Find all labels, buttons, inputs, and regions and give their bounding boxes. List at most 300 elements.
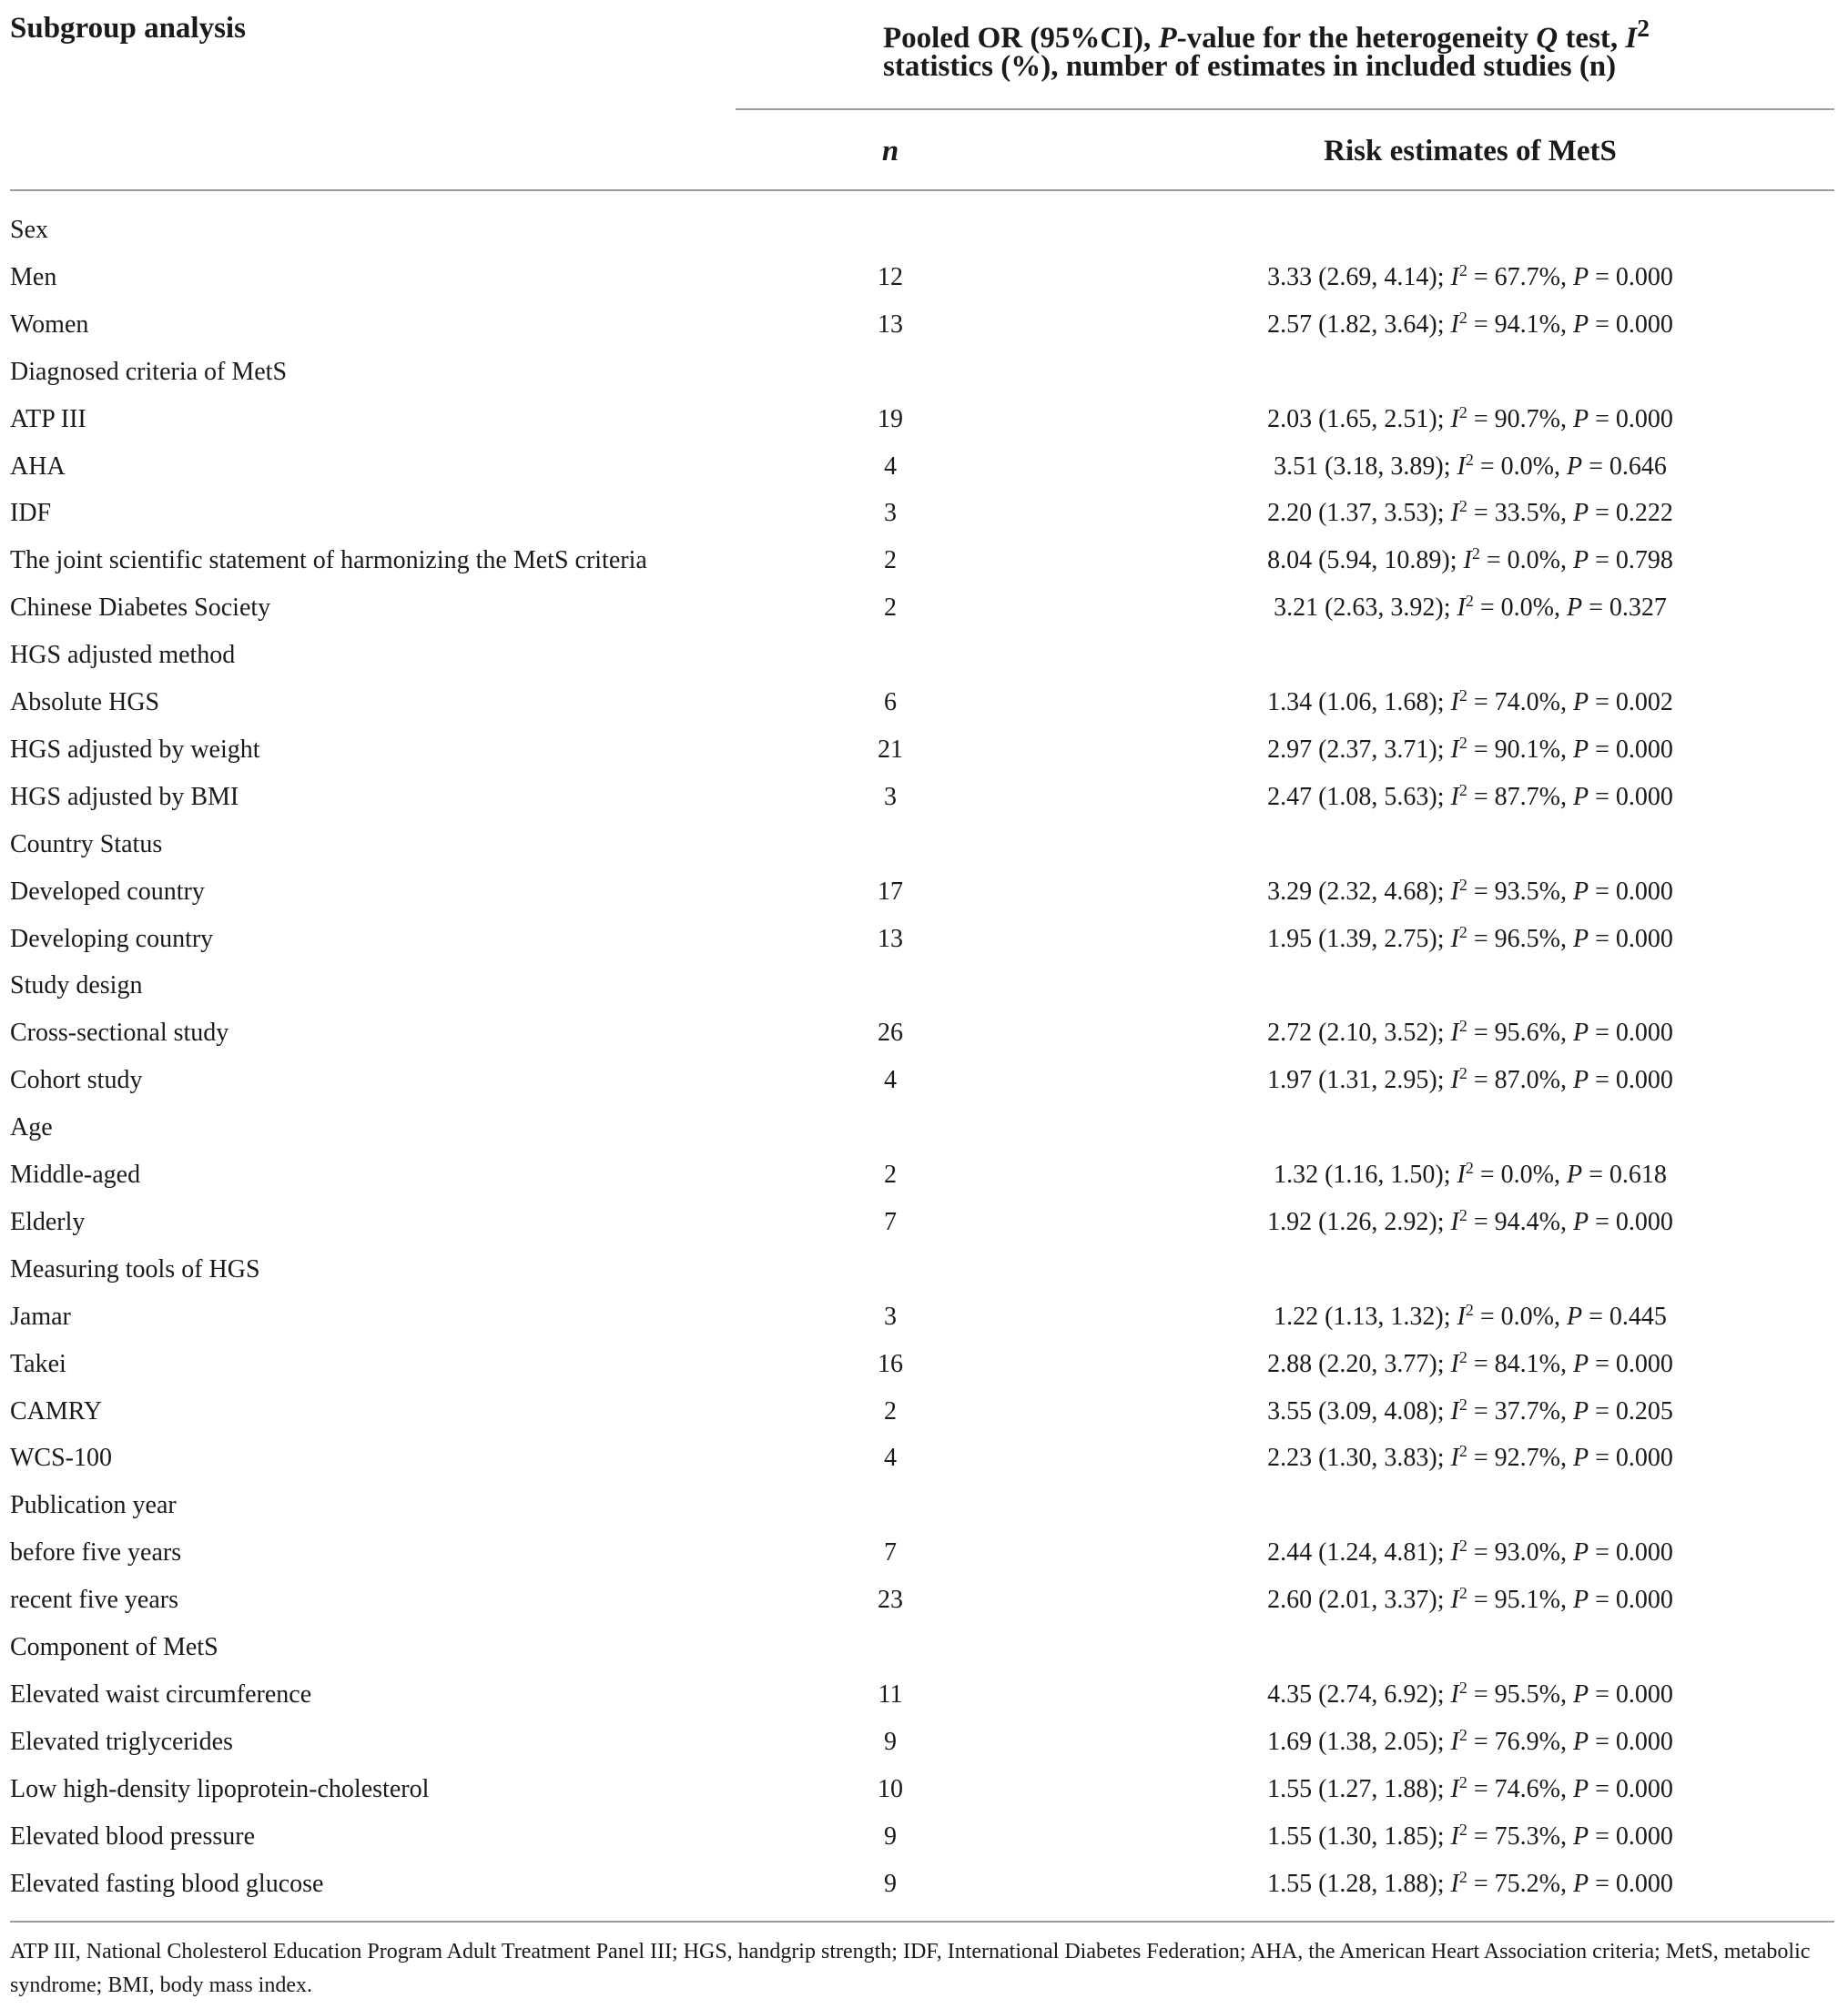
estimate-p-letter: P — [1572, 309, 1589, 339]
estimate-p: 0.000 — [1615, 782, 1673, 811]
estimate-comma: , — [1559, 1066, 1573, 1095]
estimate-comma: , — [1559, 1727, 1573, 1756]
row-label: Chinese Diabetes Society — [10, 594, 271, 623]
estimate-comma: , — [1559, 1586, 1573, 1615]
estimate-eq: = — [1589, 735, 1616, 764]
row-estimate — [1142, 584, 1798, 632]
estimate-i-sup: 2 — [1458, 1395, 1467, 1414]
estimate-p: 0.000 — [1615, 877, 1673, 906]
row-label: Men — [10, 262, 57, 291]
table-row — [0, 1294, 1848, 1341]
estimate-or: 2.44 (1.24, 4.81) — [1267, 1538, 1437, 1568]
estimate-p-letter: P — [1572, 1207, 1589, 1236]
row-n: 21 — [878, 735, 903, 764]
row-estimate — [1142, 301, 1798, 349]
estimate-i-sup: 2 — [1465, 1300, 1474, 1319]
estimate-sep: ; — [1449, 546, 1464, 575]
estimate-i-letter: I — [1450, 1727, 1459, 1756]
estimate-p-letter: P — [1572, 782, 1589, 811]
estimate-i-letter: I — [1450, 499, 1459, 528]
row-label: Absolute HGS — [10, 688, 160, 716]
estimate-eq: = — [1582, 1302, 1609, 1331]
estimate-i-letter: I — [1450, 1207, 1459, 1236]
table-row — [0, 490, 1848, 537]
estimate-p-letter: P — [1572, 1774, 1589, 1803]
estimate-i2: 74.6% — [1494, 1774, 1560, 1803]
estimate-i-sup: 2 — [1465, 450, 1474, 469]
estimate-p: 0.618 — [1609, 1161, 1667, 1189]
estimate-or: 1.55 (1.30, 1.85) — [1267, 1821, 1437, 1851]
row-label: Elderly — [10, 1207, 86, 1236]
row-n: 11 — [878, 1679, 903, 1709]
estimate-p: 0.000 — [1615, 1349, 1673, 1378]
estimate-p: 0.000 — [1615, 924, 1673, 953]
table-row — [0, 916, 1848, 963]
estimate-or: 1.95 (1.39, 2.75) — [1267, 924, 1437, 953]
row-label: Cross-sectional study — [10, 1019, 229, 1048]
estimate-eq: = — [1467, 1586, 1495, 1615]
estimate-p-letter: P — [1566, 1302, 1583, 1331]
estimate-i2: 67.7% — [1494, 262, 1560, 291]
row-estimate — [1142, 254, 1798, 301]
estimate-eq: = — [1467, 877, 1495, 906]
n-column-heading — [845, 132, 936, 170]
row-n: 26 — [878, 1019, 903, 1048]
row-label: Jamar — [10, 1302, 71, 1331]
estimate-eq: = — [1589, 1821, 1616, 1851]
estimate-i-letter: I — [1450, 1396, 1459, 1426]
row-label: The joint scientific statement of harmonizing the MetS criteria — [10, 546, 647, 575]
estimate-or: 2.88 (2.20, 3.77) — [1267, 1349, 1437, 1378]
table-row — [0, 1388, 1848, 1436]
estimate-i2: 74.0% — [1494, 688, 1560, 716]
row-n: 17 — [878, 877, 903, 906]
estimate-i-letter: I — [1450, 309, 1459, 339]
header-bottom-rule — [10, 189, 1834, 191]
row-estimate — [1142, 490, 1798, 537]
estimate-i2: 94.1% — [1494, 309, 1560, 339]
table-row — [0, 254, 1848, 301]
estimate-i-sup: 2 — [1458, 686, 1467, 705]
estimate-sep: ; — [1437, 782, 1451, 811]
estimate-i-letter: I — [1457, 1302, 1466, 1331]
estimate-i-letter: I — [1450, 688, 1459, 716]
estimate-eq: = — [1582, 452, 1609, 481]
estimate-i-letter: I — [1463, 546, 1472, 575]
estimate-p-letter: P — [1572, 1444, 1589, 1473]
estimate-eq: = — [1589, 404, 1616, 433]
row-n: 3 — [884, 1302, 897, 1331]
estimate-sep: ; — [1437, 262, 1451, 291]
estimate-i2: 0.0% — [1507, 546, 1560, 575]
estimate-comma: , — [1553, 594, 1567, 623]
row-label: Sex — [10, 216, 48, 244]
estimate-p: 0.000 — [1615, 309, 1673, 339]
estimate-i-letter: I — [1450, 1774, 1459, 1803]
estimate-p-letter: P — [1572, 1869, 1589, 1898]
estimate-eq: = — [1467, 404, 1495, 433]
estimate-p-letter: P — [1572, 546, 1589, 575]
estimate-sep: ; — [1437, 1821, 1451, 1851]
estimate-sep: ; — [1437, 1019, 1451, 1048]
estimate-i-sup: 2 — [1458, 1537, 1467, 1556]
estimate-i-sup: 2 — [1458, 497, 1467, 516]
row-n: 3 — [884, 782, 897, 811]
estimate-eq: = — [1467, 782, 1495, 811]
row-estimate — [1142, 1435, 1798, 1482]
estimate-i2: 95.6% — [1494, 1019, 1560, 1048]
estimate-i-sup: 2 — [1458, 1584, 1467, 1603]
estimate-eq: = — [1467, 1774, 1495, 1803]
row-estimate — [1142, 1577, 1798, 1624]
estimate-i-letter: I — [1450, 1019, 1459, 1048]
estimate-i-letter: I — [1450, 1869, 1459, 1898]
estimate-eq: = — [1467, 1821, 1495, 1851]
estimate-comma: , — [1559, 404, 1573, 433]
estimate-or: 4.35 (2.74, 6.92) — [1267, 1679, 1437, 1709]
estimate-sep: ; — [1437, 688, 1451, 716]
row-estimate — [1142, 537, 1798, 584]
estimate-comma: , — [1559, 1821, 1573, 1851]
estimate-or: 3.29 (2.32, 4.68) — [1267, 877, 1437, 906]
table-row — [0, 1010, 1848, 1057]
estimate-or: 3.33 (2.69, 4.14) — [1267, 262, 1437, 291]
estimate-eq: = — [1467, 262, 1495, 291]
estimate-i-sup: 2 — [1458, 1678, 1467, 1697]
estimate-sep: ; — [1437, 877, 1451, 906]
estimate-i2: 95.5% — [1494, 1679, 1560, 1709]
row-label: HGS adjusted by BMI — [10, 782, 239, 811]
estimate-i-letter: I — [1450, 1444, 1459, 1473]
row-label: Diagnosed criteria of MetS — [10, 357, 288, 386]
table-row — [0, 301, 1848, 349]
row-label: Study design — [10, 971, 143, 1000]
row-n: 2 — [884, 1161, 897, 1189]
row-n: 3 — [884, 499, 897, 528]
row-estimate — [1142, 396, 1798, 443]
estimate-p: 0.000 — [1615, 1207, 1673, 1236]
row-estimate — [1142, 1388, 1798, 1436]
estimate-or: 2.72 (2.10, 3.52) — [1267, 1019, 1437, 1048]
estimate-comma: , — [1559, 1679, 1573, 1709]
row-n: 2 — [884, 1396, 897, 1426]
estimate-comma: , — [1559, 1869, 1573, 1898]
estimate-i-sup: 2 — [1458, 402, 1467, 421]
estimate-sep: ; — [1443, 452, 1457, 481]
pooled-heading-i: I — [1625, 22, 1638, 55]
estimate-p: 0.000 — [1615, 1066, 1673, 1095]
estimate-eq: = — [1589, 1727, 1616, 1756]
estimate-p-letter: P — [1572, 404, 1589, 433]
estimate-i-letter: I — [1450, 924, 1459, 953]
estimate-or: 2.20 (1.37, 3.53) — [1267, 499, 1437, 528]
estimate-eq: = — [1467, 309, 1495, 339]
estimate-p: 0.798 — [1615, 546, 1673, 575]
row-estimate — [1142, 1294, 1798, 1341]
estimate-i-sup: 2 — [1458, 780, 1467, 799]
estimate-or: 1.55 (1.27, 1.88) — [1267, 1774, 1437, 1803]
estimate-i-sup: 2 — [1458, 1725, 1467, 1744]
table-row — [0, 396, 1848, 443]
estimate-sep: ; — [1437, 309, 1451, 339]
estimate-eq: = — [1467, 499, 1495, 528]
estimate-i2: 96.5% — [1494, 924, 1560, 953]
estimate-p-letter: P — [1572, 262, 1589, 291]
row-estimate — [1142, 1529, 1798, 1577]
table-group-row — [0, 207, 1848, 254]
row-estimate — [1142, 726, 1798, 774]
pooled-heading-sup: 2 — [1637, 14, 1650, 42]
estimate-sep: ; — [1437, 1349, 1451, 1378]
estimate-i-letter: I — [1450, 1538, 1459, 1568]
estimate-or: 1.32 (1.16, 1.50) — [1274, 1161, 1444, 1189]
estimate-comma: , — [1553, 452, 1567, 481]
row-label: Low high-density lipoprotein-cholesterol — [10, 1774, 430, 1803]
estimate-i2: 93.5% — [1494, 877, 1560, 906]
estimate-comma: , — [1559, 782, 1573, 811]
estimate-i-letter: I — [1450, 877, 1459, 906]
estimate-sep: ; — [1437, 1774, 1451, 1803]
row-n: 6 — [884, 688, 897, 716]
estimate-comma: , — [1559, 1396, 1573, 1426]
estimate-eq: = — [1467, 924, 1495, 953]
row-n: 13 — [878, 309, 903, 339]
row-label: Component of MetS — [10, 1633, 218, 1661]
row-label: Elevated blood pressure — [10, 1821, 256, 1851]
estimate-or: 3.21 (2.63, 3.92) — [1274, 594, 1444, 623]
estimate-p: 0.000 — [1615, 1679, 1673, 1709]
estimate-eq: = — [1467, 735, 1495, 764]
estimate-eq: = — [1589, 688, 1616, 716]
table-row — [0, 679, 1848, 726]
pooled-heading-p: P — [1158, 22, 1177, 55]
table-row — [0, 537, 1848, 584]
estimate-or: 1.92 (1.26, 2.92) — [1267, 1207, 1437, 1236]
estimate-p: 0.646 — [1609, 452, 1667, 481]
estimate-i-sup: 2 — [1465, 592, 1474, 611]
estimate-i-letter: I — [1457, 452, 1466, 481]
estimate-or: 2.97 (2.37, 3.71) — [1267, 735, 1437, 764]
row-n: 4 — [884, 452, 897, 481]
row-estimate — [1142, 1813, 1798, 1861]
estimate-sep: ; — [1443, 1302, 1457, 1331]
table-row — [0, 726, 1848, 774]
estimate-p-letter: P — [1566, 452, 1583, 481]
estimate-sep: ; — [1437, 735, 1451, 764]
row-label: Women — [10, 309, 89, 339]
estimate-p-letter: P — [1566, 594, 1583, 623]
estimate-i2: 84.1% — [1494, 1349, 1560, 1378]
estimate-p-letter: P — [1572, 1396, 1589, 1426]
estimate-eq: = — [1589, 1207, 1616, 1236]
estimate-eq: = — [1473, 594, 1501, 623]
table-group-row — [0, 632, 1848, 679]
table-group-row — [0, 1104, 1848, 1152]
estimate-eq: = — [1589, 1396, 1616, 1426]
estimate-i2: 75.2% — [1494, 1869, 1560, 1898]
estimate-or: 3.55 (3.09, 4.08) — [1267, 1396, 1437, 1426]
row-n: 2 — [884, 594, 897, 623]
estimate-comma: , — [1559, 262, 1573, 291]
estimate-i2: 87.7% — [1494, 782, 1560, 811]
estimate-p-letter: P — [1572, 1538, 1589, 1568]
estimate-eq: = — [1467, 1066, 1495, 1095]
row-label: Publication year — [10, 1491, 177, 1520]
row-estimate — [1142, 1057, 1798, 1104]
estimate-comma: , — [1559, 1774, 1573, 1803]
table-row — [0, 1861, 1848, 1908]
table-group-row — [0, 1624, 1848, 1671]
row-label: Middle-aged — [10, 1161, 141, 1189]
table-group-row — [0, 349, 1848, 396]
estimate-comma: , — [1559, 1349, 1573, 1378]
estimate-i2: 0.0% — [1500, 1161, 1554, 1189]
estimate-eq: = — [1589, 782, 1616, 811]
estimate-p: 0.000 — [1615, 1774, 1673, 1803]
estimate-or: 1.69 (1.38, 2.05) — [1267, 1727, 1437, 1756]
estimate-i-sup: 2 — [1471, 544, 1480, 563]
row-label: CAMRY — [10, 1396, 103, 1426]
estimate-i-sup: 2 — [1458, 1205, 1467, 1224]
table-row — [0, 584, 1848, 632]
estimate-comma: , — [1559, 688, 1573, 716]
estimate-p: 0.222 — [1615, 499, 1673, 528]
estimate-eq: = — [1589, 1869, 1616, 1898]
estimate-i-sup: 2 — [1458, 308, 1467, 327]
row-label: Elevated fasting blood glucose — [10, 1869, 324, 1898]
pooled-heading-text-a: Pooled OR (95%CI), — [883, 22, 1159, 55]
estimate-or: 1.22 (1.13, 1.32) — [1274, 1302, 1444, 1331]
row-estimate — [1142, 1010, 1798, 1057]
row-label: recent five years — [10, 1586, 178, 1615]
table-row — [0, 1435, 1848, 1482]
estimate-i2: 94.4% — [1494, 1207, 1560, 1236]
estimate-or: 1.34 (1.06, 1.68) — [1267, 688, 1437, 716]
estimate-sep: ; — [1437, 1066, 1451, 1095]
estimate-comma: , — [1559, 309, 1573, 339]
estimate-i-letter: I — [1450, 1349, 1459, 1378]
pooled-heading-text-c: test, — [1558, 22, 1626, 55]
estimate-p: 0.000 — [1615, 1821, 1673, 1851]
table-group-row — [0, 962, 1848, 1010]
estimate-i2: 90.1% — [1494, 735, 1560, 764]
estimate-or: 2.03 (1.65, 2.51) — [1267, 404, 1437, 433]
row-label: before five years — [10, 1538, 182, 1568]
estimate-i-sup: 2 — [1458, 1017, 1467, 1036]
table-row — [0, 443, 1848, 491]
row-estimate — [1142, 1152, 1798, 1199]
header-sub-rule — [736, 108, 1834, 110]
estimate-i-sup: 2 — [1458, 1064, 1467, 1083]
row-label: Age — [10, 1113, 53, 1142]
estimate-i-letter: I — [1450, 1066, 1459, 1095]
row-label: Cohort study — [10, 1066, 143, 1095]
estimate-comma: , — [1559, 1444, 1573, 1473]
pooled-heading-text-b: -value for the heterogeneity — [1176, 22, 1537, 55]
estimate-eq: = — [1589, 924, 1616, 953]
risk-estimates-heading: Risk estimates of MetS — [1324, 135, 1617, 167]
subgroup-analysis-heading: Subgroup analysis — [10, 12, 246, 45]
estimate-i-sup: 2 — [1458, 922, 1467, 941]
estimate-i-letter: I — [1450, 1679, 1459, 1709]
table-footnote: ATP III, National Cholesterol Education Program Adult Treatment Panel III; HGS, handgrip strength; IDF, International Diabetes Federation; AHA, the American Heart Association criteria; MetS, metabolic syndrome; BMI, body mass index. — [10, 1940, 1811, 1997]
row-estimate — [1142, 916, 1798, 963]
estimate-i-letter: I — [1450, 1586, 1459, 1615]
estimate-i-sup: 2 — [1458, 1347, 1467, 1366]
estimate-sep: ; — [1437, 1444, 1451, 1473]
estimate-or: 2.57 (1.82, 3.64) — [1267, 309, 1437, 339]
estimate-p: 0.000 — [1615, 1586, 1673, 1615]
row-estimate — [1142, 774, 1798, 821]
estimate-comma: , — [1553, 1161, 1567, 1189]
table-row — [0, 1199, 1848, 1246]
table-group-row — [0, 821, 1848, 868]
estimate-p-letter: P — [1572, 735, 1589, 764]
estimate-or: 1.55 (1.28, 1.88) — [1267, 1869, 1437, 1898]
row-n: 9 — [884, 1821, 897, 1851]
estimate-sep: ; — [1437, 1207, 1451, 1236]
estimate-p: 0.445 — [1609, 1302, 1667, 1331]
estimate-i-sup: 2 — [1458, 1867, 1467, 1886]
row-label: Elevated triglycerides — [10, 1727, 233, 1756]
estimate-i2: 87.0% — [1494, 1066, 1560, 1095]
estimate-comma: , — [1559, 499, 1573, 528]
estimate-i2: 0.0% — [1500, 594, 1554, 623]
estimate-eq: = — [1479, 546, 1508, 575]
table-row — [0, 1577, 1848, 1624]
table-group-row — [0, 1246, 1848, 1294]
estimate-eq: = — [1467, 1727, 1495, 1756]
pooled-heading-q: Q — [1536, 22, 1559, 55]
estimate-p-letter: P — [1566, 1161, 1583, 1189]
row-estimate — [1142, 1861, 1798, 1908]
estimate-p: 0.000 — [1615, 1538, 1673, 1568]
estimate-i-letter: I — [1457, 594, 1466, 623]
estimate-p: 0.327 — [1609, 594, 1667, 623]
row-n: 7 — [884, 1207, 897, 1236]
estimate-eq: = — [1589, 1538, 1616, 1568]
estimate-i-letter: I — [1450, 735, 1459, 764]
estimate-p-letter: P — [1572, 924, 1589, 953]
pooled-or-heading-line2: statistics (%), number of estimates in included studies (n) — [883, 50, 1617, 83]
estimate-sep: ; — [1437, 1727, 1451, 1756]
estimate-i2: 37.7% — [1494, 1396, 1560, 1426]
row-n: 2 — [884, 546, 897, 575]
estimate-eq: = — [1589, 1349, 1616, 1378]
row-estimate — [1142, 1766, 1798, 1813]
table-row — [0, 1766, 1848, 1813]
row-label: Measuring tools of HGS — [10, 1254, 260, 1284]
estimate-eq: = — [1467, 688, 1495, 716]
row-n: 4 — [884, 1066, 897, 1095]
estimate-i2: 0.0% — [1500, 452, 1554, 481]
table-row — [0, 1671, 1848, 1719]
estimate-i-letter: I — [1450, 262, 1459, 291]
estimate-sep: ; — [1437, 499, 1451, 528]
estimate-comma: , — [1559, 735, 1573, 764]
estimate-i-sup: 2 — [1458, 1772, 1467, 1791]
estimate-p-letter: P — [1572, 1349, 1589, 1378]
row-estimate — [1142, 443, 1798, 491]
row-label: ATP III — [10, 404, 86, 433]
row-estimate — [1142, 1719, 1798, 1766]
estimate-sep: ; — [1437, 404, 1451, 433]
estimate-eq: = — [1473, 452, 1501, 481]
estimate-p-letter: P — [1572, 1019, 1589, 1048]
estimate-i-sup: 2 — [1458, 875, 1467, 894]
row-n: 23 — [878, 1586, 903, 1615]
estimate-eq: = — [1467, 1538, 1495, 1568]
